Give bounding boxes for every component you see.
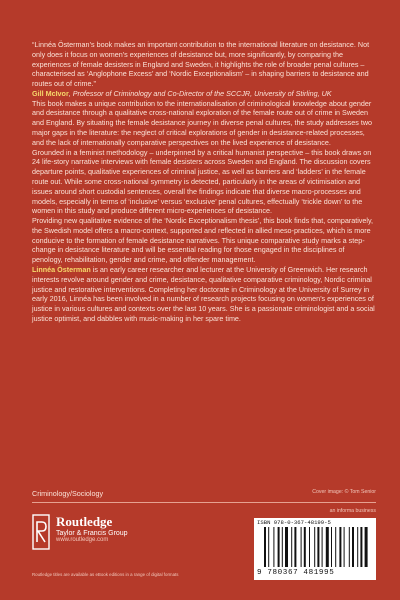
divider: [32, 502, 376, 503]
quote-author-title: , Professor of Criminology and Co-Director of the SCCJR, University of Stirling, UK: [68, 88, 332, 98]
cover-text: [32, 40, 376, 324]
description-paragraph-1: This book makes a unique contribution to the internationalisation of criminological knowledge about gender and desistance through a qualitative cross-national exploration of the female route out of crime in Sweden and England. By situating the female desistance journey in diverse penal cultures, the study addresses two major gaps in the literature: the neglect of critical explorations of gender in desistance-related processes, and the lack of internationally comparative perspectives on the lived experience of desistance.: [32, 98, 373, 147]
barcode: [254, 518, 376, 580]
bio-name: Linnéa Österman: [32, 264, 91, 274]
subject-category: Criminology/Sociology: [32, 489, 104, 498]
publisher-text: [56, 514, 128, 543]
description-paragraph-2: Grounded in a feminist methodology – underpinned by a critical humanist perspective – this book draws on 24 life-story narrative interviews with female desisters across Sweden and England. The discussion covers departure points, qualitative experiences of criminal justice, as well as barriers and ‘ladders’ in the female route out. While some cross-national symmetry is detected, particularly in the areas of victimisation and issues around short custodial sentences, overall the findings indicate that diverse macro-processes and models, especially in terms of ‘inclusive’ versus ‘exclusive’ penal cultures, effectually ‘trickle down’ to the women in this study and produce different micro-experiences of desistance.: [32, 147, 372, 216]
endorsement-attribution: [32, 89, 376, 99]
publisher-logo: [32, 512, 172, 552]
author-bio: [32, 265, 376, 324]
description-paragraph-3: Providing new qualitative evidence of the ‘Nordic Exceptionalism thesis’, this book finds that, comparatively, the Swedish model offers a macro-context, supported and reflected in allied meso-practices, which is more conducive to the formation of female desistance narratives. This unique comparative study marks a step-change in desistance literature and will be essential reading for those engaged in the disciplines of penology, rehabilitation, gender and crime, and offender management.: [32, 216, 374, 265]
routledge-mark-icon: [32, 514, 50, 550]
quote-text: “Linnéa Österman’s book makes an important contribution to the international literature on desistance. Not only does it focus on women’s experiences of desistance but, more significantly, by comparing the experiences of female desisters in England and Sweden, it highlights the role of broader penal cultures – characterised as ‘Anglophone Excess’ and ‘Nordic Exceptionalism’ – in shaping barriers to desistance and routes out of crime.”: [32, 40, 370, 89]
publisher-name: Routledge: [56, 514, 113, 529]
cover-image-credit: Cover image: © Tom Senior: [312, 489, 376, 495]
barcode-bars-icon: [264, 527, 368, 567]
informa-label: an informa business: [329, 508, 376, 514]
quote-author: Gill McIvor: [32, 88, 69, 98]
isbn-text: ISBN 978-0-367-48199-5: [257, 519, 331, 526]
bio-text: is an early career researcher and lecturer at the University of Greenwich. Her research interests revolve around gender and crime, desistance, qualitative comparative criminology, Nordic criminal justice and restorative interventions. Completing her doctorate in Criminology at the University of Surrey in early 2016, Linnéa has been involved in a number of research projects focusing on women’s experiences of justice in various cultures and contexts over the last 10 years. She is a passionate criminologist and a social justice optimist, and dabbles with music-making in her spare time.: [32, 264, 375, 323]
isbn-digits: 9 780367 481995: [257, 569, 335, 577]
publisher-url: www.routledge.com: [56, 537, 109, 543]
endorsement-quote: [32, 40, 376, 89]
ebook-note: Routledge titles are available as eBook editions in a range of digital formats: [32, 572, 179, 577]
publisher-group: Taylor & Francis Group: [56, 530, 128, 537]
